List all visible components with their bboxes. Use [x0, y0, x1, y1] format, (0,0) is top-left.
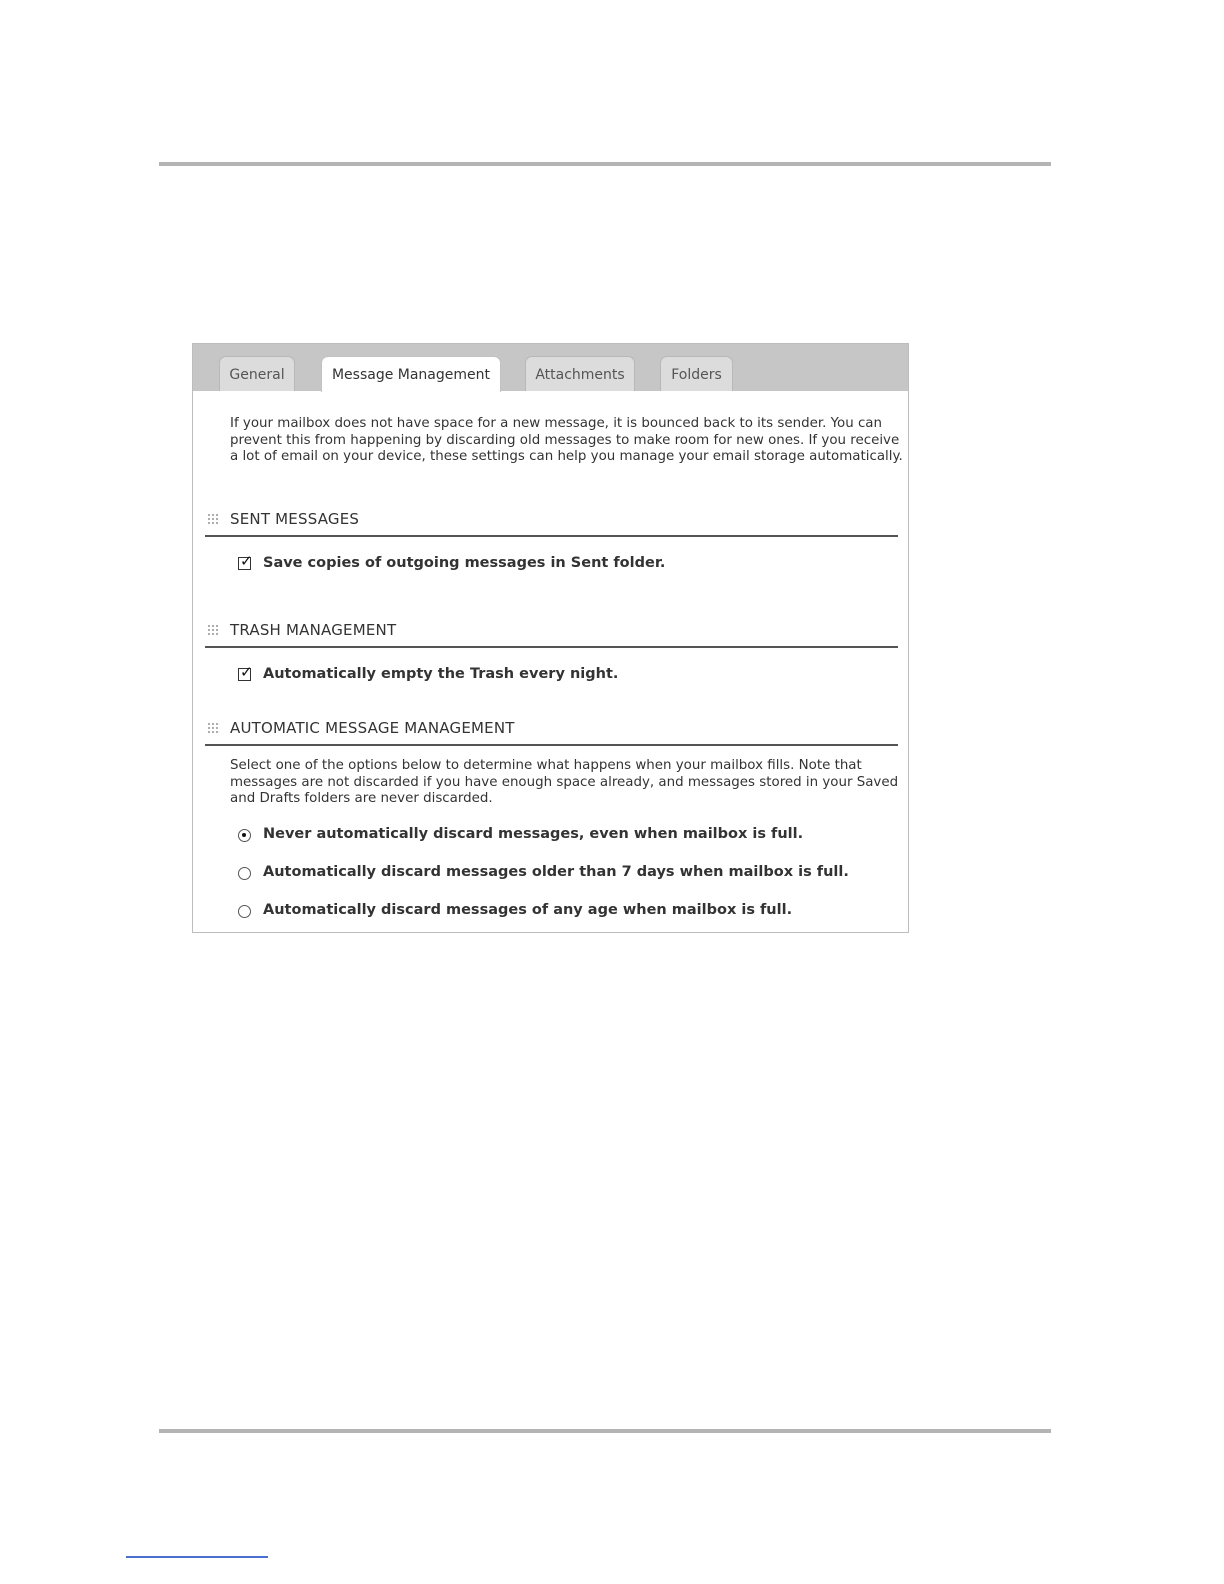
section-title: SENT MESSAGES	[230, 510, 360, 528]
tab-bar	[193, 344, 908, 391]
section-title: TRASH MANAGEMENT	[230, 621, 397, 639]
empty-trash-checkbox[interactable]	[238, 663, 253, 681]
tab-message-management[interactable]: Message Management	[321, 356, 501, 392]
grip-icon	[207, 722, 220, 735]
checkmark-icon: ✓	[240, 663, 253, 681]
radio-option-label: Automatically discard messages older than 7 days when mailbox is full.	[263, 864, 849, 880]
intro-text: If your mailbox does not have space for a new message, it is bounced back to its sender. You can prevent this from happening by discarding old messages to make room for new ones. If you receive a lot of email on your device, these settings can help you manage your email storage automatically.	[230, 416, 903, 465]
auto-management-description: Select one of the options below to determine what happens when your mailbox fills. Note that messages are not discarded if you have enough space already, and messages stored in your Saved and Drafts folders are never discarded.	[230, 758, 899, 807]
section-header-automatic-message-management	[205, 714, 898, 746]
grip-icon	[207, 513, 220, 526]
page-bottom-rule	[159, 1429, 1051, 1433]
radio-button[interactable]	[238, 829, 251, 842]
empty-trash-label: Automatically empty the Trash every night.	[263, 666, 619, 682]
tab-attachments[interactable]: Attachments	[525, 356, 635, 391]
radio-option-label: Automatically discard messages of any age when mailbox is full.	[263, 902, 793, 918]
radio-button[interactable]	[238, 905, 251, 918]
page-top-rule	[159, 162, 1051, 166]
section-title: AUTOMATIC MESSAGE MANAGEMENT	[230, 719, 515, 737]
grip-icon	[207, 624, 220, 637]
radio-selected-dot	[242, 833, 246, 837]
radio-button[interactable]	[238, 867, 251, 880]
tab-general[interactable]: General	[219, 356, 295, 391]
save-sent-copies-checkbox[interactable]	[238, 552, 253, 570]
radio-option-label: Never automatically discard messages, even when mailbox is full.	[263, 826, 804, 842]
checkmark-icon: ✓	[240, 552, 253, 570]
section-header-sent-messages	[205, 505, 898, 537]
section-header-trash-management	[205, 616, 898, 648]
save-sent-copies-label: Save copies of outgoing messages in Sent folder.	[263, 555, 666, 571]
footer-link-underline	[126, 1556, 268, 1558]
tab-folders[interactable]: Folders	[660, 356, 733, 391]
settings-panel	[192, 343, 909, 933]
